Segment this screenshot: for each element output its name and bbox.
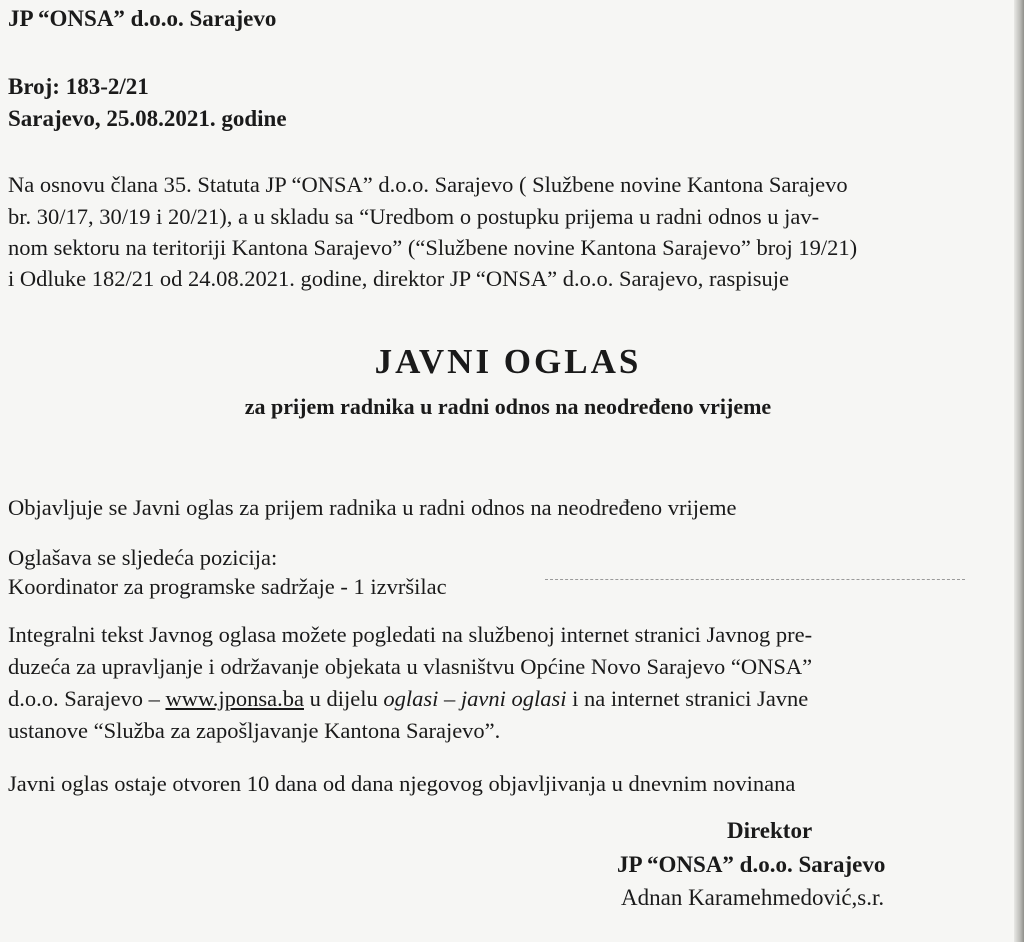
- intro-line-4: i Odluke 182/21 od 24.08.2021. godine, direktor JP “ONSA” d.o.o. Sarajevo, raspisuje: [8, 266, 789, 291]
- page-title: JAVNI OGLAS: [374, 342, 642, 381]
- document-number: Broj: 183-2/21: [8, 74, 149, 99]
- intro-line-3: nom sektoru na teritoriji Kantona Sarajevo” (“Službene novine Kantona Sarajevo” broj 19/21): [8, 235, 858, 260]
- intro-line-2: br. 30/17, 30/19 i 20/21), a u skladu sa “Uredbom o postupku prijema u radni odnos u jav-: [8, 204, 820, 229]
- intro-line-1: Na osnovu člana 35. Statuta JP “ONSA” d.o.o. Sarajevo ( Službene novine Kantona Sarajevo: [8, 172, 848, 197]
- integral-line-3-c: i na internet stranici Javne: [566, 686, 809, 711]
- signature-role: Direktor: [727, 818, 813, 843]
- signature-name: Adnan Karamehmedović,s.r.: [621, 885, 885, 910]
- integral-line-1: Integralni tekst Javnog oglasa možete pogledati na službenoj internet stranici Javnog pre-: [8, 622, 813, 647]
- open-period-text: Javni oglas ostaje otvoren 10 dana od dana njegovog objavljivanja u dnevnim novinana: [8, 771, 796, 796]
- position-label: Oglašava se sljedeća pozicija:: [8, 545, 278, 570]
- integral-line-3: [8, 686, 808, 712]
- announcement: Objavljuje se Javni oglas za prijem radnika u radni odnos na neodređeno vrijeme: [8, 495, 737, 520]
- section-name: oglasi – javni oglasi: [383, 686, 567, 711]
- integral-line-3-b: u dijelu: [303, 686, 384, 711]
- company-name: JP “ONSA” d.o.o. Sarajevo: [8, 6, 277, 31]
- website-link[interactable]: www.jponsa.ba: [165, 686, 304, 711]
- integral-line-3-a: d.o.o. Sarajevo –: [8, 686, 166, 711]
- signature-company: JP “ONSA” d.o.o. Sarajevo: [617, 852, 886, 877]
- page-subtitle: za prijem radnika u radni odnos na neodređeno vrijeme: [244, 394, 772, 419]
- page-edge-shadow: [1014, 0, 1024, 942]
- integral-line-2: duzeća za upravljanje i održavanje objekata u vlasništvu Općine Novo Sarajevo “ONSA”: [8, 654, 813, 679]
- position-value: Koordinator za programske sadržaje - 1 izvršilac: [8, 574, 447, 599]
- place-date: Sarajevo, 25.08.2021. godine: [8, 106, 287, 131]
- dashed-divider: [545, 579, 965, 580]
- integral-line-4: ustanove “Služba za zapošljavanje Kantona Sarajevo”.: [8, 718, 501, 743]
